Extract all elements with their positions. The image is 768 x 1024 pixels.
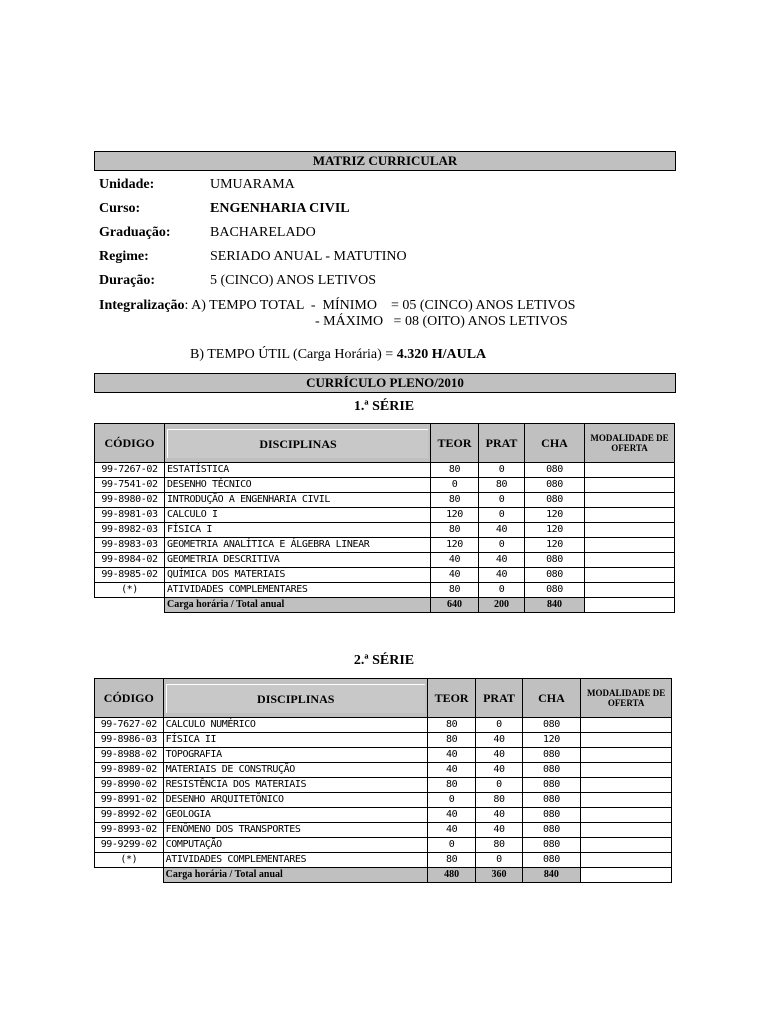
modalidade-cell <box>581 808 672 823</box>
codigo-cell: 99-7541-02 <box>95 478 165 493</box>
cha-cell: 080 <box>522 823 581 838</box>
integralizacao-line1: : A) TEMPO TOTAL - MÍNIMO = 05 (CINCO) ANOS LETIVOS <box>184 298 576 313</box>
regime-value: SERIADO ANUAL - MATUTINO <box>210 249 407 264</box>
modalidade-cell <box>585 568 675 583</box>
table-row <box>95 493 675 508</box>
teor-cell: 80 <box>427 778 475 793</box>
table-row <box>95 823 672 838</box>
disciplina-cell: INTRODUÇÃO A ENGENHARIA CIVIL <box>165 493 431 508</box>
teor-cell: 40 <box>427 748 475 763</box>
cha-cell: 080 <box>525 463 585 478</box>
cha-cell: 080 <box>525 568 585 583</box>
col-cha: CHA <box>525 424 585 463</box>
regime-label: Regime: <box>99 249 149 264</box>
codigo-cell: 99-8993-02 <box>95 823 164 838</box>
duracao-label: Duração: <box>99 273 155 288</box>
prat-cell: 80 <box>479 478 525 493</box>
teor-cell: 80 <box>431 463 479 478</box>
disciplina-cell: DESENHO TÉCNICO <box>165 478 431 493</box>
prat-cell: 0 <box>476 778 522 793</box>
codigo-cell: 99-7267-02 <box>95 463 165 478</box>
col-modalidade: MODALIDADE DE OFERTA <box>581 679 672 718</box>
total-modalidade <box>581 868 672 883</box>
cha-cell: 080 <box>522 748 581 763</box>
teor-cell: 80 <box>427 853 475 868</box>
codigo-cell: 99-8983-03 <box>95 538 165 553</box>
teor-cell: 80 <box>427 733 475 748</box>
total-teor: 640 <box>431 598 479 613</box>
teor-cell: 80 <box>431 493 479 508</box>
cha-cell: 080 <box>522 793 581 808</box>
col-codigo: CÓDIGO <box>95 424 165 463</box>
codigo-cell: 99-8992-02 <box>95 808 164 823</box>
disciplina-cell: ESTATÍSTICA <box>165 463 431 478</box>
cha-cell: 080 <box>525 553 585 568</box>
unidade-value: UMUARAMA <box>210 177 295 192</box>
codigo-cell: 99-8986-03 <box>95 733 164 748</box>
table-row <box>95 583 675 598</box>
cha-cell: 080 <box>525 493 585 508</box>
table-row <box>95 508 675 523</box>
teor-cell: 80 <box>431 523 479 538</box>
prat-cell: 40 <box>476 748 522 763</box>
codigo-cell: 99-8980-02 <box>95 493 165 508</box>
disciplina-cell: TOPOGRAFIA <box>163 748 427 763</box>
codigo-cell: 99-8984-02 <box>95 553 165 568</box>
table-row <box>95 568 675 583</box>
modalidade-cell <box>581 718 672 733</box>
teor-cell: 0 <box>431 478 479 493</box>
teor-cell: 40 <box>431 568 479 583</box>
prat-cell: 80 <box>476 793 522 808</box>
total-prat: 200 <box>479 598 525 613</box>
integralizacao-row <box>99 298 575 314</box>
integralizacao-label: Integralização <box>99 298 185 313</box>
modalidade-cell <box>585 508 675 523</box>
cha-cell: 120 <box>525 538 585 553</box>
table-row <box>95 793 672 808</box>
curso-value: ENGENHARIA CIVIL <box>210 201 350 216</box>
tempo-util-row <box>190 347 486 363</box>
cha-cell: 080 <box>522 718 581 733</box>
cha-cell: 080 <box>522 778 581 793</box>
table-header-row <box>95 679 672 718</box>
disciplina-cell: FÍSICA II <box>163 733 427 748</box>
total-label: Carga horária / Total anual <box>163 868 427 883</box>
codigo-cell: 99-8990-02 <box>95 778 164 793</box>
total-blank-cell <box>95 598 165 613</box>
disciplina-cell: ATIVIDADES COMPLEMENTARES <box>163 853 427 868</box>
teor-cell: 120 <box>431 508 479 523</box>
tempo-util-value: 4.320 H/AULA <box>396 347 487 362</box>
prat-cell: 0 <box>479 463 525 478</box>
total-cha: 840 <box>522 868 581 883</box>
modalidade-cell <box>581 748 672 763</box>
modalidade-cell <box>585 583 675 598</box>
integralizacao-line2: - MÁXIMO = 08 (OITO) ANOS LETIVOS <box>315 314 568 329</box>
disciplina-cell: RESISTÊNCIA DOS MATERIAIS <box>163 778 427 793</box>
table-row <box>95 523 675 538</box>
prat-cell: 0 <box>476 853 522 868</box>
disciplina-cell: FENÔMENO DOS TRANSPORTES <box>163 823 427 838</box>
codigo-cell: 99-9299-02 <box>95 838 164 853</box>
prat-cell: 0 <box>476 718 522 733</box>
serie-2-title: 2.ª SÉRIE <box>353 653 415 668</box>
cha-cell: 080 <box>522 808 581 823</box>
disciplina-cell: DESENHO ARQUITETÔNICO <box>163 793 427 808</box>
codigo-cell: 99-8981-03 <box>95 508 165 523</box>
modalidade-cell <box>581 793 672 808</box>
total-cha: 840 <box>525 598 585 613</box>
teor-cell: 80 <box>427 718 475 733</box>
teor-cell: 40 <box>431 553 479 568</box>
cha-cell: 080 <box>525 583 585 598</box>
serie-1-table <box>94 423 675 613</box>
modalidade-cell <box>585 523 675 538</box>
table-row <box>95 478 675 493</box>
cha-cell: 080 <box>522 838 581 853</box>
cha-cell: 120 <box>525 508 585 523</box>
col-prat: PRAT <box>479 424 525 463</box>
col-prat: PRAT <box>476 679 522 718</box>
table-row <box>95 463 675 478</box>
prat-cell: 80 <box>476 838 522 853</box>
codigo-cell: 99-8988-02 <box>95 748 164 763</box>
table-row <box>95 733 672 748</box>
table-row <box>95 808 672 823</box>
disciplina-cell: GEOMETRIA ANALÍTICA E ÁLGEBRA LINEAR <box>165 538 431 553</box>
disciplina-cell: QUÍMICA DOS MATERIAIS <box>165 568 431 583</box>
prat-cell: 0 <box>479 493 525 508</box>
codigo-cell: 99-8982-03 <box>95 523 165 538</box>
table-row <box>95 748 672 763</box>
prat-cell: 40 <box>476 733 522 748</box>
disciplina-cell: MATERIAIS DE CONSTRUÇÃO <box>163 763 427 778</box>
matriz-curricular-title: MATRIZ CURRICULAR <box>94 151 676 171</box>
cha-cell: 080 <box>522 763 581 778</box>
prat-cell: 0 <box>479 538 525 553</box>
col-disciplinas-label: DISCIPLINAS <box>167 429 428 458</box>
total-modalidade <box>585 598 675 613</box>
codigo-cell: 99-7627-02 <box>95 718 164 733</box>
teor-cell: 0 <box>427 793 475 808</box>
duracao-value: 5 (CINCO) ANOS LETIVOS <box>210 273 377 288</box>
disciplina-cell: GEOLOGIA <box>163 808 427 823</box>
disciplina-cell: ATIVIDADES COMPLEMENTARES <box>165 583 431 598</box>
teor-cell: 40 <box>427 763 475 778</box>
cha-cell: 080 <box>525 478 585 493</box>
total-label: Carga horária / Total anual <box>165 598 431 613</box>
modalidade-cell <box>581 778 672 793</box>
modalidade-cell <box>581 838 672 853</box>
col-teor: TEOR <box>427 679 475 718</box>
col-codigo: CÓDIGO <box>95 679 164 718</box>
modalidade-cell <box>581 733 672 748</box>
teor-cell: 40 <box>427 823 475 838</box>
disciplina-cell: FÍSICA I <box>165 523 431 538</box>
disciplina-cell: CALCULO I <box>165 508 431 523</box>
teor-cell: 80 <box>431 583 479 598</box>
table-row <box>95 853 672 868</box>
graduacao-label: Graduação: <box>99 225 171 240</box>
codigo-cell: (*) <box>95 583 165 598</box>
table-row <box>95 538 675 553</box>
cha-cell: 120 <box>525 523 585 538</box>
table-row <box>95 763 672 778</box>
col-disciplinas <box>163 679 427 718</box>
col-disciplinas-label: DISCIPLINAS <box>166 684 425 713</box>
prat-cell: 40 <box>476 763 522 778</box>
cha-cell: 080 <box>522 853 581 868</box>
prat-cell: 0 <box>479 508 525 523</box>
modalidade-cell <box>581 763 672 778</box>
table-header-row <box>95 424 675 463</box>
prat-cell: 40 <box>476 808 522 823</box>
cha-cell: 120 <box>522 733 581 748</box>
codigo-cell: (*) <box>95 853 164 868</box>
modalidade-cell <box>585 493 675 508</box>
total-teor: 480 <box>427 868 475 883</box>
serie-1-title: 1.ª SÉRIE <box>353 399 415 414</box>
tempo-util-prefix: B) TEMPO ÚTIL (Carga Horária) = <box>190 347 394 362</box>
disciplina-cell: COMPUTAÇÃO <box>163 838 427 853</box>
prat-cell: 40 <box>479 523 525 538</box>
modalidade-cell <box>585 463 675 478</box>
modalidade-cell <box>585 538 675 553</box>
modalidade-cell <box>585 478 675 493</box>
teor-cell: 40 <box>427 808 475 823</box>
disciplina-cell: CALCULO NUMÉRICO <box>163 718 427 733</box>
total-blank-cell <box>95 868 164 883</box>
total-row <box>95 868 672 883</box>
curso-label: Curso: <box>99 201 141 216</box>
table-row <box>95 718 672 733</box>
codigo-cell: 99-8991-02 <box>95 793 164 808</box>
disciplina-cell: GEOMETRIA DESCRITIVA <box>165 553 431 568</box>
col-teor: TEOR <box>431 424 479 463</box>
total-row <box>95 598 675 613</box>
graduacao-value: BACHARELADO <box>210 225 316 240</box>
table-row <box>95 778 672 793</box>
codigo-cell: 99-8985-02 <box>95 568 165 583</box>
teor-cell: 120 <box>431 538 479 553</box>
prat-cell: 0 <box>479 583 525 598</box>
col-cha: CHA <box>522 679 581 718</box>
col-disciplinas <box>165 424 431 463</box>
table-row <box>95 553 675 568</box>
curriculo-pleno-title: CURRÍCULO PLENO/2010 <box>94 373 676 393</box>
prat-cell: 40 <box>479 553 525 568</box>
table-row <box>95 838 672 853</box>
teor-cell: 0 <box>427 838 475 853</box>
col-modalidade: MODALIDADE DE OFERTA <box>585 424 675 463</box>
modalidade-cell <box>585 553 675 568</box>
prat-cell: 40 <box>476 823 522 838</box>
unidade-label: Unidade: <box>99 177 155 192</box>
modalidade-cell <box>581 823 672 838</box>
total-prat: 360 <box>476 868 522 883</box>
prat-cell: 40 <box>479 568 525 583</box>
modalidade-cell <box>581 853 672 868</box>
codigo-cell: 99-8989-02 <box>95 763 164 778</box>
serie-2-table <box>94 678 672 883</box>
